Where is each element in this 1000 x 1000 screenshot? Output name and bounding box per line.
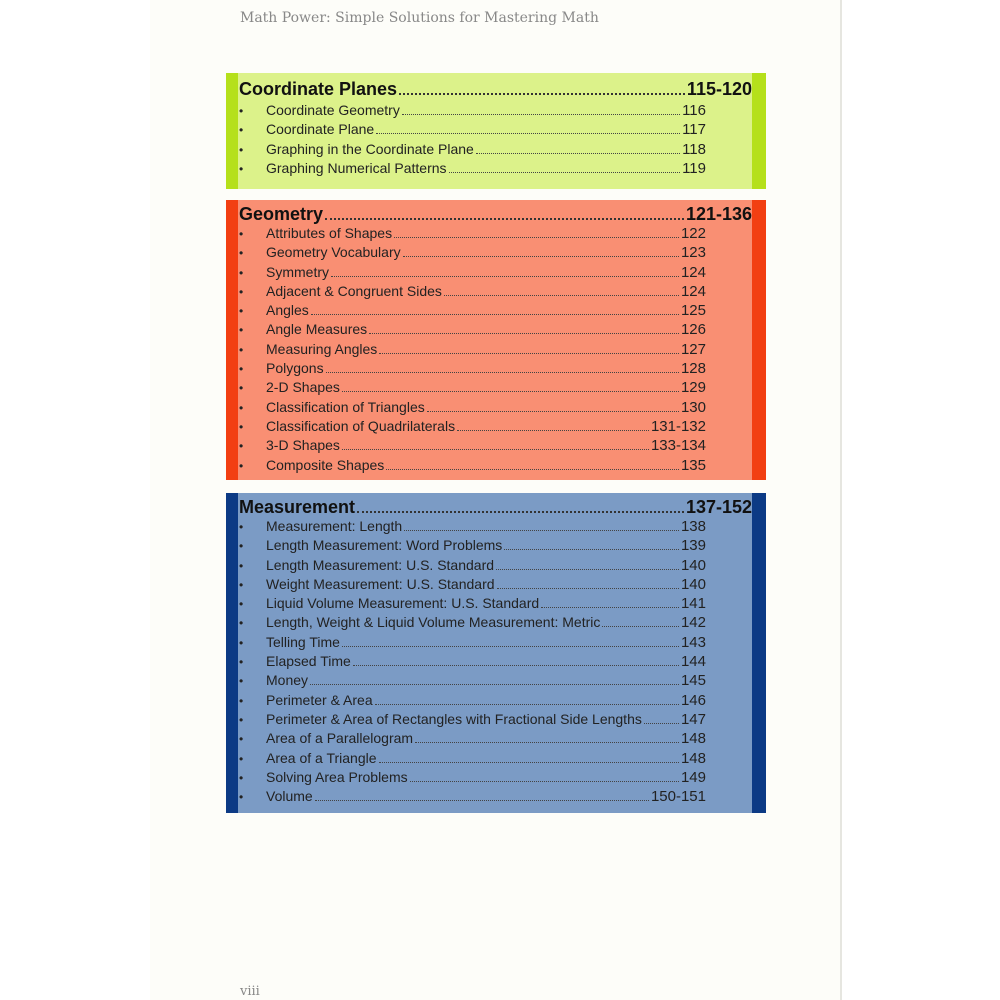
toc-entry (239, 282, 706, 301)
bullet-icon: • (239, 790, 244, 805)
bullet-icon: • (239, 381, 244, 396)
bullet-icon: • (239, 246, 244, 261)
entry-label: Symmetry (266, 263, 329, 280)
section-heading (239, 204, 752, 225)
entry-label: Classification of Triangles (266, 398, 425, 415)
entry-label: Graphing Numerical Patterns (266, 159, 447, 176)
dot-leader (326, 372, 679, 373)
bullet-icon: • (239, 520, 244, 534)
dot-leader (331, 276, 679, 277)
entry-label: Geometry Vocabulary (266, 244, 401, 261)
entry-page: 140 (680, 556, 706, 574)
section-title: Coordinate Planes (239, 79, 398, 99)
bullet-icon: • (239, 342, 244, 357)
dot-leader (379, 353, 679, 354)
entry-page: 144 (680, 653, 706, 671)
bullet-icon: • (239, 458, 244, 473)
toc-entry (239, 787, 706, 806)
toc-entry (239, 378, 706, 397)
section-measurement (226, 493, 766, 813)
entry-list (239, 224, 706, 475)
entry-label: Measurement: Length (266, 518, 403, 534)
toc-entry (239, 652, 706, 671)
toc-entry (239, 613, 706, 632)
page-number: viii (240, 984, 260, 999)
dot-leader (369, 333, 679, 334)
entry-page: 135 (680, 456, 706, 474)
entry-label: Solving Area Problems (266, 768, 408, 785)
bullet-icon: • (239, 616, 244, 631)
bullet-icon: • (239, 597, 244, 612)
entry-page: 145 (680, 672, 706, 690)
bullet-icon: • (239, 304, 244, 319)
entry-page: 141 (680, 595, 706, 613)
toc-entry (239, 456, 706, 475)
toc-entry (239, 301, 706, 320)
entry-label: Length, Weight & Liquid Volume Measurement: Metric (266, 614, 601, 631)
entry-label: Volume (266, 788, 313, 805)
entry-page: 116 (682, 102, 706, 119)
bullet-icon: • (239, 635, 244, 650)
dot-leader (402, 114, 680, 115)
section-heading (239, 79, 752, 100)
entry-page: 148 (680, 730, 706, 748)
entry-page: 118 (682, 140, 706, 158)
dot-leader (427, 411, 679, 412)
entry-page: 139 (680, 537, 706, 555)
dot-leader (496, 569, 679, 570)
toc-entry (239, 710, 706, 729)
bullet-icon: • (239, 558, 244, 573)
section-coordinate-planes (226, 73, 766, 189)
toc-entry (239, 536, 706, 555)
section-title: Measurement (239, 497, 356, 517)
bullet-icon: • (239, 577, 244, 592)
entry-page: 140 (680, 575, 706, 593)
toc-entry (239, 417, 706, 436)
entry-page: 150-151 (650, 788, 706, 806)
entry-label: Area of a Parallelogram (266, 730, 414, 747)
toc-entry (239, 140, 706, 159)
toc-entry (239, 159, 706, 178)
entry-label: Telling Time (266, 633, 340, 650)
entry-page: 143 (680, 633, 706, 651)
dot-leader (602, 626, 679, 627)
bullet-icon: • (239, 161, 244, 176)
section-pages: 137-152 (685, 497, 752, 517)
entry-label: Coordinate Plane (266, 121, 375, 138)
bullet-icon: • (239, 770, 244, 785)
dot-leader (410, 781, 679, 782)
section-pages: 121-136 (685, 204, 752, 224)
dot-leader (325, 218, 684, 220)
bullet-icon: • (239, 227, 244, 241)
section-right-bar (752, 200, 766, 480)
bullet-icon: • (239, 323, 244, 338)
toc-entry (239, 359, 706, 378)
toc-entry (239, 224, 706, 243)
toc-entry (239, 671, 706, 690)
toc-entry (239, 243, 706, 262)
toc-entry (239, 691, 706, 710)
bullet-icon: • (239, 284, 244, 299)
bullet-icon: • (239, 674, 244, 689)
entry-page: 125 (680, 302, 706, 320)
entry-page: 142 (680, 614, 706, 632)
bullet-icon: • (239, 362, 244, 377)
toc-entry (239, 101, 706, 120)
toc-entry (239, 340, 706, 359)
toc-entry (239, 517, 706, 536)
entry-page: 128 (680, 360, 706, 378)
bullet-icon: • (239, 104, 244, 118)
entry-list (239, 101, 706, 178)
section-left-bar (226, 493, 238, 813)
toc-entry (239, 320, 706, 339)
bullet-icon: • (239, 400, 244, 415)
entry-label: Attributes of Shapes (266, 225, 393, 241)
page-edge (840, 0, 842, 1000)
toc-entry (239, 436, 706, 455)
section-left-bar (226, 200, 238, 480)
bullet-icon: • (239, 142, 244, 157)
bullet-icon: • (239, 539, 244, 554)
dot-leader (375, 704, 679, 705)
bullet-icon: • (239, 751, 244, 766)
dot-leader (311, 314, 679, 315)
dot-leader (386, 469, 679, 470)
bullet-icon: • (239, 693, 244, 708)
dot-leader (504, 549, 679, 550)
entry-page: 147 (680, 710, 706, 728)
entry-label: 3-D Shapes (266, 437, 340, 454)
entry-page: 133-134 (650, 437, 706, 455)
toc-entry (239, 398, 706, 417)
dot-leader (497, 588, 679, 589)
toc-entry (239, 263, 706, 282)
entry-page: 117 (682, 121, 706, 139)
dot-leader (541, 607, 679, 608)
dot-leader (394, 237, 679, 238)
entry-label: 2-D Shapes (266, 379, 340, 396)
dot-leader (644, 723, 679, 724)
section-title: Geometry (239, 204, 324, 224)
dot-leader (399, 93, 685, 95)
entry-label: Measuring Angles (266, 340, 378, 357)
entry-list (239, 517, 706, 806)
section-geometry (226, 200, 766, 480)
entry-label: Angles (266, 302, 309, 319)
toc-entry (239, 120, 706, 139)
dot-leader (315, 800, 649, 801)
entry-label: Coordinate Geometry (266, 102, 400, 118)
entry-page: 126 (680, 321, 706, 339)
dot-leader (310, 684, 679, 685)
bullet-icon: • (239, 655, 244, 670)
dot-leader (449, 172, 681, 173)
toc-entry (239, 633, 706, 652)
entry-label: Composite Shapes (266, 456, 385, 473)
bullet-icon: • (239, 732, 244, 747)
entry-page: 122 (680, 225, 706, 242)
entry-label: Weight Measurement: U.S. Standard (266, 575, 495, 592)
entry-label: Area of a Triangle (266, 749, 377, 766)
entry-page: 127 (680, 340, 706, 358)
entry-label: Perimeter & Area of Rectangles with Fractional Side Lengths (266, 710, 642, 727)
entry-page: 129 (680, 379, 706, 397)
section-right-bar (752, 493, 766, 813)
entry-label: Classification of Quadrilaterals (266, 417, 456, 434)
entry-page: 119 (682, 159, 706, 177)
entry-label: Length Measurement: Word Problems (266, 537, 503, 554)
toc-entry (239, 749, 706, 768)
entry-page: 146 (680, 691, 706, 709)
dot-leader (404, 530, 679, 531)
toc-entry (239, 556, 706, 575)
dot-leader (403, 256, 679, 257)
entry-page: 131-132 (650, 417, 706, 435)
dot-leader (357, 511, 684, 513)
dot-leader (379, 762, 679, 763)
entry-label: Perimeter & Area (266, 691, 373, 708)
bullet-icon: • (239, 712, 244, 727)
section-right-bar (752, 73, 766, 189)
entry-page: 130 (680, 398, 706, 416)
bullet-icon: • (239, 123, 244, 138)
entry-page: 138 (680, 518, 706, 535)
section-left-bar (226, 73, 238, 189)
entry-label: Money (266, 672, 309, 689)
dot-leader (444, 295, 679, 296)
entry-label: Graphing in the Coordinate Plane (266, 140, 474, 157)
bullet-icon: • (239, 265, 244, 280)
entry-page: 149 (680, 768, 706, 786)
dot-leader (342, 391, 679, 392)
dot-leader (415, 742, 679, 743)
entry-label: Liquid Volume Measurement: U.S. Standard (266, 595, 540, 612)
entry-page: 148 (680, 749, 706, 767)
entry-label: Angle Measures (266, 321, 368, 338)
entry-page: 124 (680, 282, 706, 300)
entry-label: Elapsed Time (266, 653, 351, 670)
entry-page: 123 (680, 244, 706, 262)
dot-leader (376, 133, 680, 134)
dot-leader (342, 646, 679, 647)
dot-leader (342, 449, 649, 450)
entry-label: Adjacent & Congruent Sides (266, 282, 442, 299)
section-pages: 115-120 (686, 79, 752, 99)
running-head: Math Power: Simple Solutions for Mastering Math (240, 10, 599, 26)
entry-label: Length Measurement: U.S. Standard (266, 556, 495, 573)
dot-leader (457, 430, 649, 431)
toc-entry (239, 594, 706, 613)
dot-leader (353, 665, 679, 666)
bullet-icon: • (239, 419, 244, 434)
bullet-icon: • (239, 439, 244, 454)
dot-leader (476, 153, 680, 154)
section-heading (239, 497, 752, 518)
entry-page: 124 (680, 263, 706, 281)
toc-entry (239, 729, 706, 748)
entry-label: Polygons (266, 360, 324, 377)
toc-entry (239, 575, 706, 594)
toc-entry (239, 768, 706, 787)
